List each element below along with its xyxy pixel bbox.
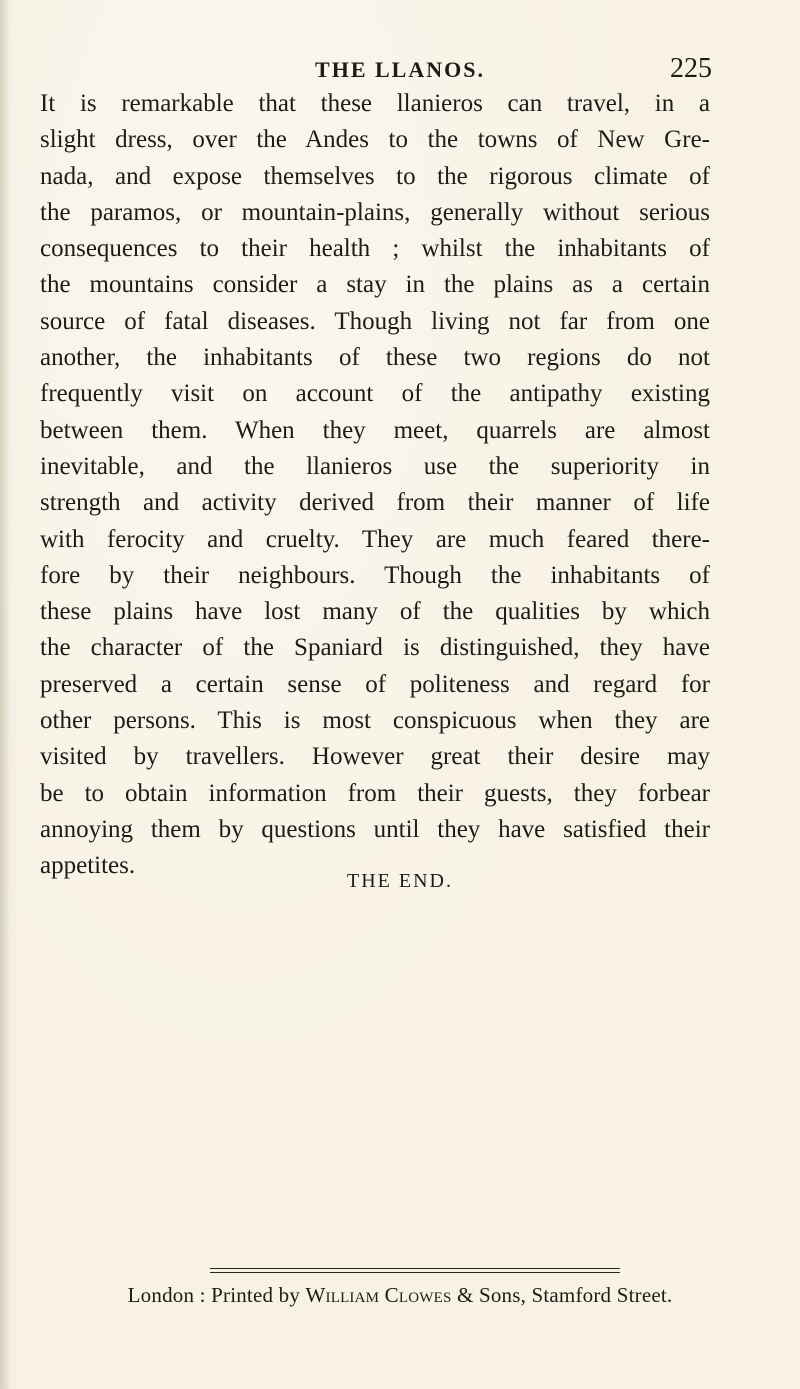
page-number: 225 xyxy=(670,53,712,84)
paragraph-line-1: It is remarkable that these llanieros can travel, in a xyxy=(40,90,710,117)
paragraph-line-22: appetites. xyxy=(40,852,136,880)
running-title: THE LLANOS. xyxy=(315,57,485,82)
paragraph-line-12: strength and activity derived from their manner of life xyxy=(40,489,710,517)
imprint-suffix: & Sons, Stamford Street. xyxy=(451,1283,673,1307)
paragraph-line-5: consequences to their health ; whilst the inhabitants of xyxy=(40,235,710,263)
paragraph-line-8: another, the inhabitants of these two regions do not xyxy=(40,344,710,372)
paragraph-line-18: other persons. This is most conspicuous when they are xyxy=(40,707,710,735)
paragraph-line-15: these plains have lost many of the qualities by which xyxy=(40,598,710,626)
paragraph-line-16: the character of the Spaniard is distinguished, they have xyxy=(40,634,710,662)
page-edge-shadow xyxy=(0,0,10,1389)
paragraph-line-3: nada, and expose themselves to the rigorous climate of xyxy=(40,162,710,190)
imprint-prefix: London : Printed by xyxy=(127,1283,306,1307)
paragraph-line-20: be to obtain information from their guests, they forbear xyxy=(40,779,710,807)
the-end-label: THE END. xyxy=(347,870,453,892)
paragraph-line-19: visited by travellers. However great their desire may xyxy=(40,743,710,771)
imprint-rule xyxy=(210,1268,620,1273)
paragraph-line-17: preserved a certain sense of politeness and regard for xyxy=(40,670,710,698)
paragraph-line-9: frequently visit on account of the antipathy existing xyxy=(40,380,710,408)
imprint-printer: William Clowes xyxy=(305,1283,452,1307)
paragraph-line-21: annoying them by questions until they have satisfied their xyxy=(40,815,710,843)
paragraph-line-7: source of fatal diseases. Though living not far from one xyxy=(40,307,710,335)
printer-imprint xyxy=(0,1283,800,1308)
paragraph-line-6: the mountains consider a stay in the plains as a certain xyxy=(40,271,710,299)
paragraph-line-13: with ferocity and cruelty. They are much feared there- xyxy=(40,525,710,553)
paragraph-line-4: the paramos, or mountain-plains, generally without serious xyxy=(40,198,710,226)
paragraph-line-14: fore by their neighbours. Though the inhabitants of xyxy=(40,561,710,589)
main-paragraph xyxy=(40,86,710,885)
paragraph-line-2: slight dress, over the Andes to the towns of New Gre- xyxy=(40,126,710,154)
running-head xyxy=(0,53,800,87)
paragraph-line-11: inevitable, and the llanieros use the superiority in xyxy=(40,452,710,480)
paragraph-line-10: between them. When they meet, quarrels are almost xyxy=(40,416,710,444)
